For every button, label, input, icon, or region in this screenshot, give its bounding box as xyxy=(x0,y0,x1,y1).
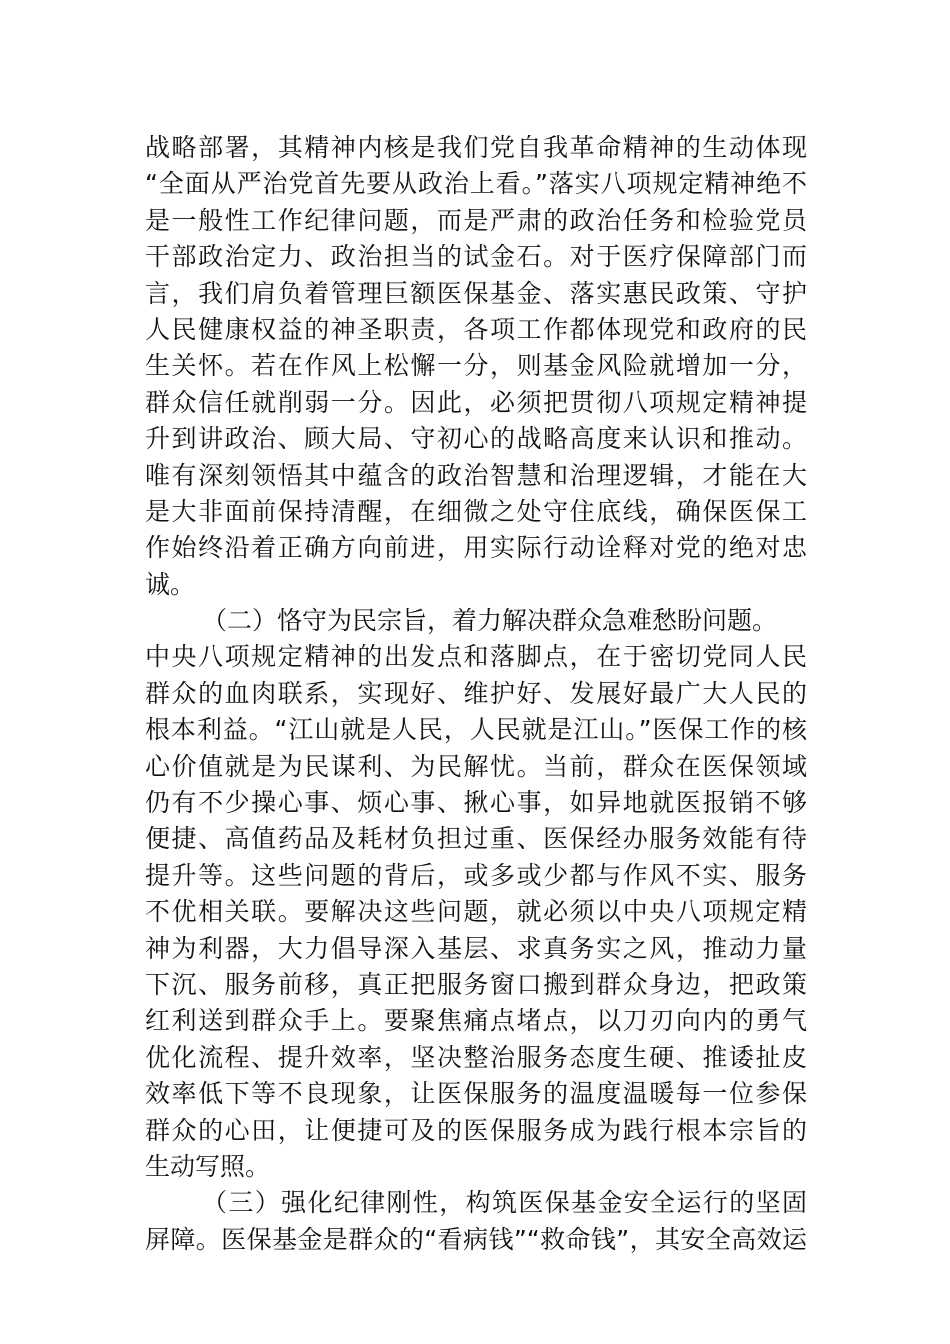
text-line: 是一般性工作纪律问题，而是严肃的政治任务和检验党员 xyxy=(145,205,807,235)
text-line: 群众的心田，让便捷可及的医保服务成为践行根本宗旨的 xyxy=(145,1115,807,1145)
text-line: 作始终沿着正确方向前进，用实际行动诠释对党的绝对忠 xyxy=(145,533,807,563)
text-line: 是大非面前保持清醒，在细微之处守住底线，确保医保工 xyxy=(145,496,807,526)
paragraph-end-line: 诚。 xyxy=(145,569,196,599)
text-line: 效率低下等不良现象，让医保服务的温度温暖每一位参保 xyxy=(145,1079,807,1109)
text-line: 神为利器，大力倡导深入基层、求真务实之风，推动力量 xyxy=(145,933,807,963)
text-line: 唯有深刻领悟其中蕴含的政治智慧和治理逻辑，才能在大 xyxy=(145,460,807,490)
section-heading-2: （二）恪守为民宗旨，着力解决群众急难愁盼问题。 xyxy=(202,606,778,636)
text-line: 屏障。医保基金是群众的“看病钱”“救命钱”，其安全高效运 xyxy=(145,1224,807,1254)
text-line: 不优相关联。要解决这些问题，就必须以中央八项规定精 xyxy=(145,897,807,927)
text-line: 心价值就是为民谋利、为民解忧。当前，群众在医保领域 xyxy=(145,751,807,781)
text-line: 优化流程、提升效率，坚决整治服务态度生硬、推诿扯皮 xyxy=(145,1042,807,1072)
text-line: 言，我们肩负着管理巨额医保基金、落实惠民政策、守护 xyxy=(145,278,807,308)
text-line: 群众信任就削弱一分。因此，必须把贯彻八项规定精神提 xyxy=(145,387,807,417)
paragraph-end-line: 生动写照。 xyxy=(145,1151,271,1181)
text-line: 升到讲政治、顾大局、守初心的战略高度来认识和推动。 xyxy=(145,424,807,454)
text-line: 红利送到群众手上。要聚焦痛点堵点，以刀刃向内的勇气 xyxy=(145,1006,807,1036)
text-line: 仍有不少操心事、烦心事、揪心事，如异地就医报销不够 xyxy=(145,788,807,818)
text-line: 根本利益。“江山就是人民，人民就是江山。”医保工作的核 xyxy=(145,715,807,745)
section-heading-3: （三）强化纪律刚性，构筑医保基金安全运行的坚固 xyxy=(202,1188,807,1218)
text-line: 中央八项规定精神的出发点和落脚点，在于密切党同人民 xyxy=(145,642,807,672)
text-line: 生关怀。若在作风上松懈一分，则基金风险就增加一分， xyxy=(145,351,807,381)
text-line: 下沉、服务前移，真正把服务窗口搬到群众身边，把政策 xyxy=(145,969,807,999)
text-line: “全面从严治党首先要从政治上看。”落实八项规定精神绝不 xyxy=(145,169,807,199)
body-text xyxy=(145,130,807,1258)
text-line: 战略部署，其精神内核是我们党自我革命精神的生动体现 xyxy=(145,133,807,162)
text-line: 干部政治定力、政治担当的试金石。对于医疗保障部门而 xyxy=(145,242,807,272)
text-line: 群众的血肉联系，实现好、维护好、发展好最广大人民的 xyxy=(145,678,807,708)
text-line: 提升等。这些问题的背后，或多或少都与作风不实、服务 xyxy=(145,860,807,890)
text-line: 人民健康权益的神圣职责，各项工作都体现党和政府的民 xyxy=(145,314,807,344)
text-line: 便捷、高值药品及耗材负担过重、医保经办服务效能有待 xyxy=(145,824,807,854)
